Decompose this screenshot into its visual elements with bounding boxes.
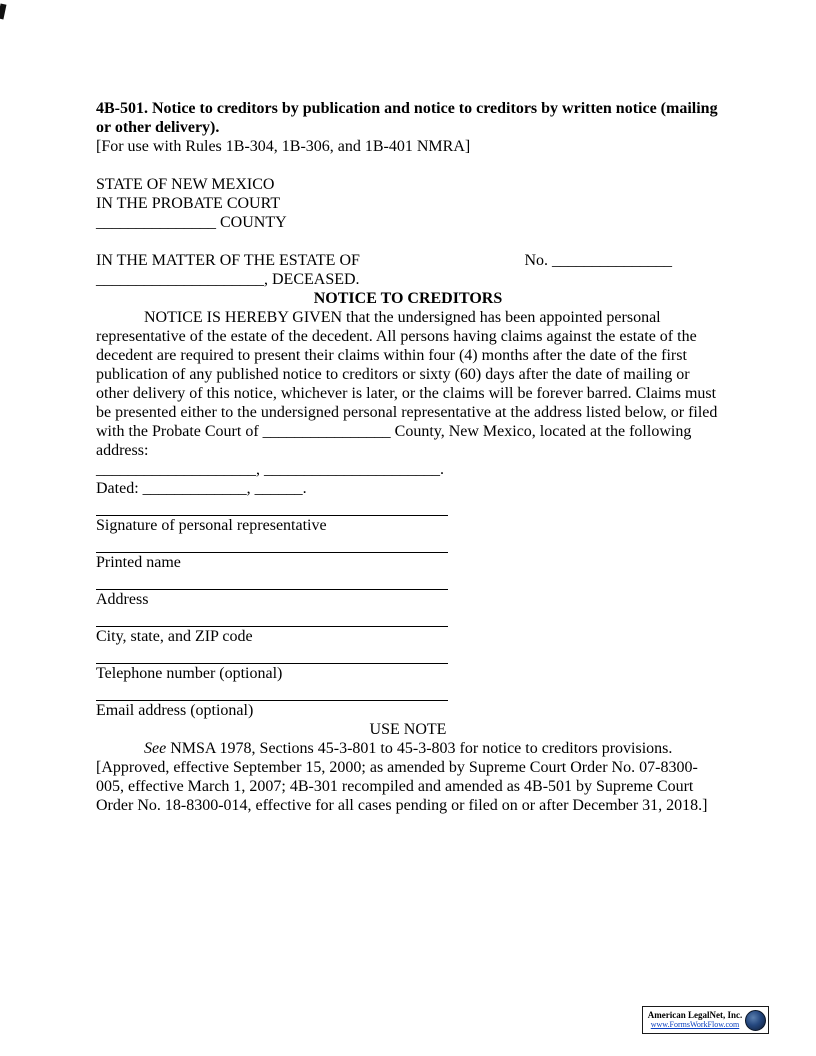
signature-field-label: Signature of personal representative — [96, 517, 327, 534]
case-number-blank: No. _______________ — [524, 252, 672, 269]
use-note-text: NMSA 1978, Sections 45-3-801 to 45-3-803 for notice to creditors provisions. — [166, 740, 673, 757]
dated-line: Dated: _____________, ______. — [96, 480, 307, 497]
legalnet-badge — [642, 1006, 769, 1034]
scan-artifact — [0, 4, 6, 20]
signature-field-label: City, state, and ZIP code — [96, 628, 253, 645]
approval-history-note: [Approved, effective September 15, 2000; as amended by Supreme Court Order No. 07-8300-005, effective March 1, 2007; 4B-301 recompiled and amended as 4B-501 by Supreme Court Order No. 18-8300-014, effective for all cases pending or filed on or after December 31, 2018.] — [96, 759, 708, 814]
see-italic: See — [144, 740, 167, 757]
signature-field-label: Address — [96, 591, 149, 608]
notice-body-paragraph: NOTICE IS HEREBY GIVEN that the undersigned has been appointed personal representative of the estate of the decedent. All persons having claims against the estate of the decedent are required to present their claims within four (4) months after the date of the first publication of any published notice to creditors or sixty (60) days after the date of mailing or other delivery of this notice, whichever is later, or the claims will be forever barred. Claims must be presented either to the undersigned personal representative at the address listed below, or filed with the Probate Court of ________________ County, New Mexico, located at the following address: — [96, 309, 718, 459]
signature-line — [96, 535, 448, 553]
signature-line — [96, 683, 448, 701]
signature-line — [96, 646, 448, 664]
signature-field-label: Email address (optional) — [96, 702, 254, 719]
court-state: STATE OF NEW MEXICO — [96, 176, 275, 193]
signature-field-label: Printed name — [96, 554, 181, 571]
signature-field — [96, 535, 720, 572]
signature-field — [96, 683, 720, 720]
rules-reference: [For use with Rules 1B-304, 1B-306, and 1B-401 NMRA] — [96, 138, 471, 155]
court-block — [96, 175, 720, 232]
legalnet-badge-text — [645, 1011, 745, 1030]
signature-field — [96, 646, 720, 683]
signature-field — [96, 572, 720, 609]
deceased-blank-line: _____________________, DECEASED. — [96, 271, 360, 288]
county-blank-line: _______________ COUNTY — [96, 214, 287, 231]
signature-line — [96, 572, 448, 590]
legalnet-company-name: American LegalNet, Inc. — [647, 1009, 743, 1020]
signature-block — [96, 498, 720, 720]
court-name: IN THE PROBATE COURT — [96, 195, 281, 212]
use-note-paragraph — [96, 739, 720, 758]
signature-field-label: Telephone number (optional) — [96, 665, 283, 682]
form-content — [96, 99, 720, 815]
signature-field — [96, 498, 720, 535]
case-caption — [96, 251, 720, 270]
estate-matter-text: IN THE MATTER OF THE ESTATE OF — [96, 252, 360, 269]
formsworkflow-link[interactable]: www.FormsWorkFlow.com — [650, 1019, 740, 1029]
signature-line — [96, 609, 448, 627]
legalnet-globe-icon — [745, 1010, 766, 1031]
signature-line — [96, 498, 448, 516]
form-title: 4B-501. Notice to creditors by publication and notice to creditors by written notice (mailing or other delivery). — [96, 100, 718, 136]
use-note-heading: USE NOTE — [369, 721, 447, 738]
notice-heading: NOTICE TO CREDITORS — [313, 290, 503, 307]
address-blanks-line: ____________________, ______________________. — [96, 461, 444, 478]
signature-field — [96, 609, 720, 646]
